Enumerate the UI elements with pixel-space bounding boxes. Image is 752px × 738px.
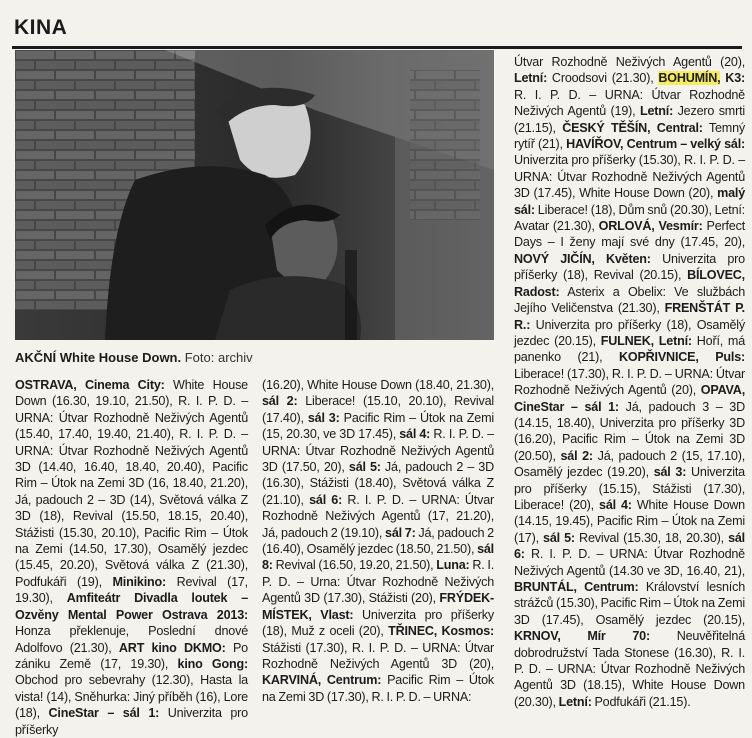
venue-heading: sál 3: <box>653 465 687 480</box>
showtimes-text: Já, padouch 3 – 3D (14.15, 18.40), Univerzita pro příšerky 3D (16.20), Pacific Rim – Útok na Zemi 3D (20.50), <box>514 399 745 463</box>
showtimes-text: R. I. P. D. – URNA: Útvar Rozhodně Neživých Agentů (17, 21.20), Já, padouch 2 (19.10), <box>262 492 495 540</box>
photo-icon <box>15 50 494 340</box>
venue-heading: sál 4: <box>599 497 632 512</box>
movie-photo <box>15 50 494 340</box>
listing-column-3 <box>514 54 745 724</box>
showtimes-text: Croodsovi (21.30), <box>547 71 659 86</box>
venue-heading: BÍLOVEC, Radost: <box>514 268 745 299</box>
venue-heading: OSTRAVA, Cinema City: <box>15 378 165 392</box>
showtimes-text: R. I. P. D. – Urna: Útvar Rozhodně Neživých Agentů 3D (17.30), Stážisti (20), <box>262 558 494 606</box>
showtimes-text: Honza překlenuje, Poslední dnové Adolfovo (21.30), <box>15 624 248 655</box>
showtimes-text: Liberace! (17.30), R. I. P. D. – URNA: Útvar Rozhodně Neživých Agentů (20), <box>514 366 745 398</box>
venue-heading: sál 6: <box>514 530 745 562</box>
venue-heading: TŘINEC, Kosmos: <box>388 624 494 639</box>
venue-heading: FULNEK, Letní: <box>600 333 692 348</box>
venue-heading: ART kino DKMO: <box>118 640 226 655</box>
venue-heading: Amfiteátr Divadla loutek – Ozvěny Mental Power Ostrava 2013: <box>15 591 249 622</box>
showtimes-text: Univerzita pro příšerky (18), Muž z oceli (20), <box>262 607 494 639</box>
venue-heading: sál 3: <box>307 410 340 425</box>
venue-heading: ORLOVÁ, Vesmír: <box>598 219 703 234</box>
venue-heading: FRÝDEK-MÍSTEK, Vlast: <box>262 591 494 622</box>
venue-heading: sál 7: <box>385 525 416 540</box>
venue-heading: CineStar – sál 1: <box>48 706 160 721</box>
listing-column-2 <box>262 377 494 722</box>
venue-heading: sál 2: <box>262 394 298 409</box>
showtimes-text: R. I. P. D. – URNA: Útvar Rozhodně Neživých Agentů (19), <box>514 87 745 119</box>
showtimes-text: Univerzita pro příšerky (15.15), Stážisti (17.30), Liberace! (20), <box>514 465 745 512</box>
caption-credit: Foto: archiv <box>184 350 253 365</box>
section-header <box>12 12 742 49</box>
caption-title: AKČNÍ White House Down. <box>15 350 182 365</box>
venue-heading: FRENŠTÁT P. R.: <box>514 301 745 332</box>
venue-heading: malý sál: <box>514 186 745 217</box>
venue-heading: kino Gong: <box>177 656 248 671</box>
showtimes-text: Liberace! (15.10, 20.10), Revival (17.40), <box>262 394 494 425</box>
showtimes-text: White House Down (16.30, 19.10, 21.50), R. I. P. D. – URNA: Útvar Rozhodně Neživých Agentů (15.40, 17.40, 19.40, 21.40), R. I. P. D. – URNA: Útvar Rozhodně Neživých Agentů 3D (14.40, 16.40, 18.40, 20.40), Pacific Rim – Útok na Zemi 3D (16, 18.40, 21.20), Já, padouch 2 – 3D (14), Světová válka Z 3D (18), Revival (15.50, 18.15, 20.40), Stážisti (15.30, 20.10), Pacific Rim – Útok na Zemi (14.50, 17.30), Osamělý jezdec (15.45, 20.20), Světová válka Z (21.30), Podfukáři (19), <box>15 378 248 589</box>
showtimes-text: R. I. P. D. – URNA: Útvar Rozhodně Neživých Agentů (14.30 ve 3D, 16.40, 21), <box>514 547 745 578</box>
showtimes-text: Asterix a Obelix: Ve službách Jejího Veličenstva (21.30), <box>514 284 745 316</box>
showtimes-text: Perfect Days – I ženy mají své dny (17.45, 20), <box>514 219 745 250</box>
highlighted-city: BOHUMÍN, <box>658 71 721 86</box>
showtimes-text: Univerzita pro příšerky <box>15 706 248 737</box>
showtimes-text: Hoří, má panenko (21), <box>514 333 746 365</box>
venue-heading: Luna: <box>436 558 470 573</box>
showtimes-text: Univerzita pro příšerky (15.30), R. I. P. D. – URNA: Útvar Rozhodně Neživých Agentů 3D (17.45), White House Down (20), <box>514 153 745 201</box>
showtimes-text: Já, padouch 2 (15, 17.10), Osamělý jezdec (19.20), <box>514 448 745 480</box>
venue-heading: K3: <box>720 71 745 86</box>
showtimes-text: (16.20), White House Down (18.40, 21.30), <box>262 378 494 392</box>
venue-heading: Letní: <box>639 104 674 119</box>
venue-heading: BRUNTÁL, Centrum: <box>514 580 639 594</box>
showtimes-text: Podfukáři (21.15). <box>591 694 691 709</box>
showtimes-text: Království lesních strážců (15.30), Pacific Rim – Útok na Zemi 3D (17.45), Osamělý jezdec (20.15), <box>514 580 746 627</box>
showtimes-text: Revival (17, 19.30), <box>15 574 248 606</box>
venue-heading: sál 4: <box>399 427 431 442</box>
showtimes-text: Revival (16.50, 19.20, 21.50), <box>272 558 437 573</box>
venue-heading: OPAVA, CineStar – sál 1: <box>514 383 745 414</box>
showtimes-text: R. I. P. D. – URNA: Útvar Rozhodně Neživých Agentů 3D (17.50, 20), <box>262 427 494 475</box>
showtimes-text: Stážisti (17.30), R. I. P. D. – URNA: Útvar Rozhodně Neživých Agentů 3D (20), <box>262 640 494 671</box>
showtimes-text: Obchod pro sebevrahy (12.30), Hasta la vista! (14), Sněhurka: Jiný příběh (16), Lore (18), <box>15 673 248 721</box>
venue-heading: sál 5: <box>348 460 381 475</box>
showtimes-text: Pacific Rim – Útok na Zemi (15, 20.30, ve 3D 17.45), <box>262 410 494 442</box>
showtimes-text: Temný rytíř (21), <box>514 120 746 152</box>
showtimes-text: Liberace! (18), Dům snů (20.30), Letní: Avatar (21.30), <box>514 202 745 234</box>
venue-heading: KOPŘIVNICE, Puls: <box>618 350 745 365</box>
showtimes-text: Revival (15.30, 18, 20.30), <box>574 530 729 545</box>
venue-heading: sál 6: <box>309 492 343 507</box>
listing-column-1 <box>15 377 249 737</box>
venue-heading: Letní: <box>558 694 592 709</box>
showtimes-text: Univerzita pro příšerky (18), Revival (20.15), <box>514 251 745 283</box>
venue-heading: sál 5: <box>543 530 575 545</box>
showtimes-text: Pacific Rim – Útok na Zemi 3D (17.30), R. I. P. D. – URNA: <box>262 673 494 704</box>
showtimes-text: Útvar Rozhodně Neživých Agentů (20), <box>514 55 745 69</box>
venue-heading: HAVÍŘOV, Centrum – velký sál: <box>566 137 745 152</box>
showtimes-text: White House Down (14.15, 19.45), Pacific Rim – Útok na Zemi (17), <box>514 497 745 545</box>
showtimes-text: Po zániku Země (17, 19.30), <box>15 640 248 671</box>
venue-heading: KARVINÁ, Centrum: <box>262 673 382 688</box>
venue-heading: sál 8: <box>262 542 494 573</box>
venue-heading: Letní: <box>514 71 548 86</box>
showtimes-text: Univerzita pro příšerky (18), Osamělý jezdec (20.15), <box>514 317 745 348</box>
venue-heading: KRNOV, Mír 70: <box>514 629 650 644</box>
showtimes-text: Já, padouch 2 (16.40), Osamělý jezdec (18.50, 21.50), <box>262 525 494 557</box>
venue-heading: sál 2: <box>560 448 593 463</box>
showtimes-text: Neuvěřitelná dobrodružství Tada Stonese (16.30), R. I. P. D. – URNA: Útvar Rozhodně Neživých Agentů 3D (18.15), White House Down (20.30), <box>514 629 745 709</box>
showtimes-text: Jezero smrti (21.15), <box>514 104 745 135</box>
photo-caption <box>15 350 494 366</box>
section-title: KINA <box>14 16 68 39</box>
venue-heading: Minikino: <box>112 574 166 589</box>
showtimes-text: Já, padouch 2 – 3D (16.30), Stážisti (18.40), Světová válka Z (21.10), <box>262 460 494 507</box>
venue-heading: ČESKÝ TĚŠÍN, Central: <box>562 120 703 135</box>
venue-heading: NOVÝ JIČÍN, Květen: <box>514 251 651 266</box>
